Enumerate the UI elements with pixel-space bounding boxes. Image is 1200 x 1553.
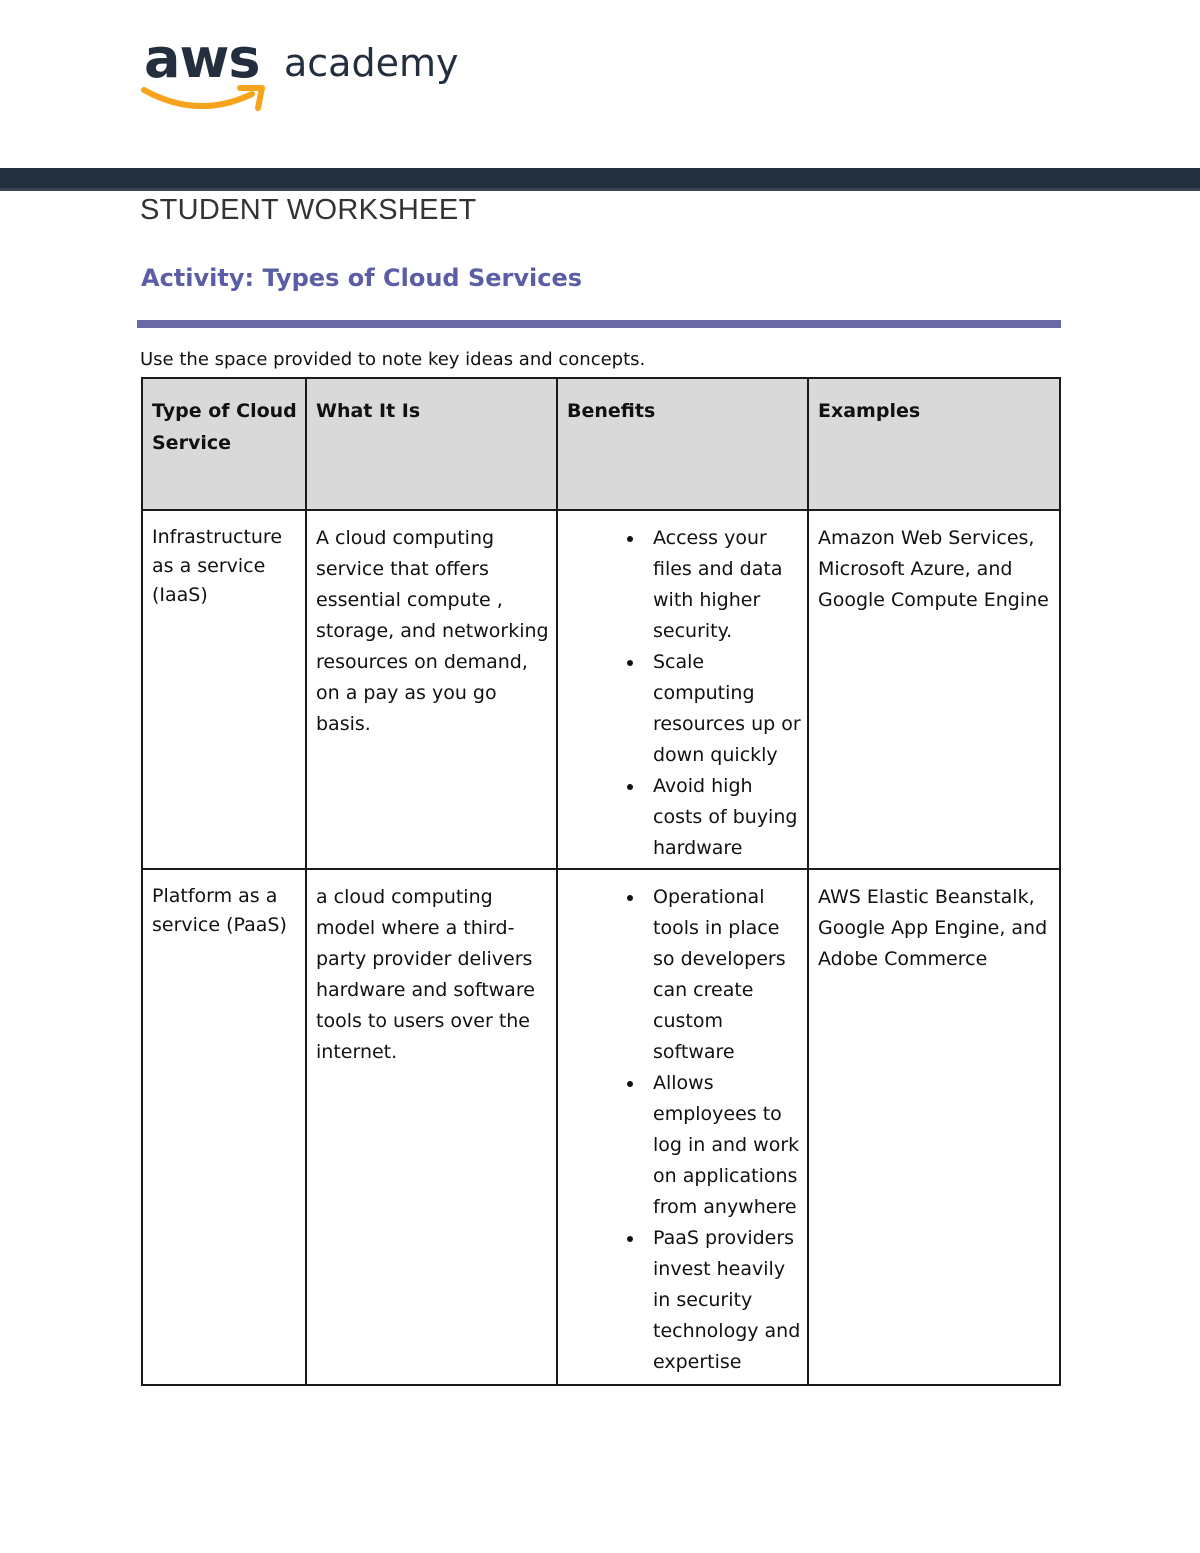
benefit-item: • PaaS providers invest heavily in security technology and expertise bbox=[645, 1223, 801, 1378]
type-cell: Infrastructure as a service (IaaS) bbox=[142, 510, 306, 869]
benefits-cell bbox=[557, 510, 808, 869]
document-type: STUDENT WORKSHEET bbox=[140, 194, 477, 226]
logo-product: academy bbox=[284, 41, 459, 85]
worksheet-table bbox=[141, 377, 1061, 1386]
benefits-list bbox=[567, 523, 801, 864]
title-divider bbox=[137, 320, 1061, 328]
header-bar bbox=[0, 168, 1200, 191]
what-cell: a cloud computing model where a third-party provider delivers hardware and software tools to users over the internet. bbox=[306, 869, 557, 1385]
table-row bbox=[142, 869, 1060, 1385]
smile-arrow-icon bbox=[140, 80, 270, 114]
column-header: Benefits bbox=[557, 378, 808, 510]
column-header: Examples bbox=[808, 378, 1060, 510]
benefit-item: • Access your files and data with higher security. bbox=[645, 523, 801, 647]
type-cell: Platform as a service (PaaS) bbox=[142, 869, 306, 1385]
benefits-cell bbox=[557, 869, 808, 1385]
table-header-row bbox=[142, 378, 1060, 510]
table-row bbox=[142, 510, 1060, 869]
what-cell: A cloud computing service that offers essential compute , storage, and networking resources on demand, on a pay as you go basis. bbox=[306, 510, 557, 869]
instructions: Use the space provided to note key ideas and concepts. bbox=[140, 349, 646, 370]
benefit-item: • Operational tools in place so developers can create custom software bbox=[645, 882, 801, 1068]
benefit-item: • Scale computing resources up or down quickly bbox=[645, 647, 801, 771]
column-header: Type of Cloud Service bbox=[142, 378, 306, 510]
examples-cell: Amazon Web Services, Microsoft Azure, and Google Compute Engine bbox=[808, 510, 1060, 869]
aws-academy-logo bbox=[140, 28, 460, 118]
column-header: What It Is bbox=[306, 378, 557, 510]
benefits-list bbox=[567, 882, 801, 1378]
activity-title: Activity: Types of Cloud Services bbox=[141, 264, 582, 292]
logo-wordmark: aws bbox=[144, 27, 260, 90]
benefit-item: • Avoid high costs of buying hardware bbox=[645, 771, 801, 864]
benefit-item: • Allows employees to log in and work on applications from anywhere bbox=[645, 1068, 801, 1223]
examples-cell: AWS Elastic Beanstalk, Google App Engine, and Adobe Commerce bbox=[808, 869, 1060, 1385]
